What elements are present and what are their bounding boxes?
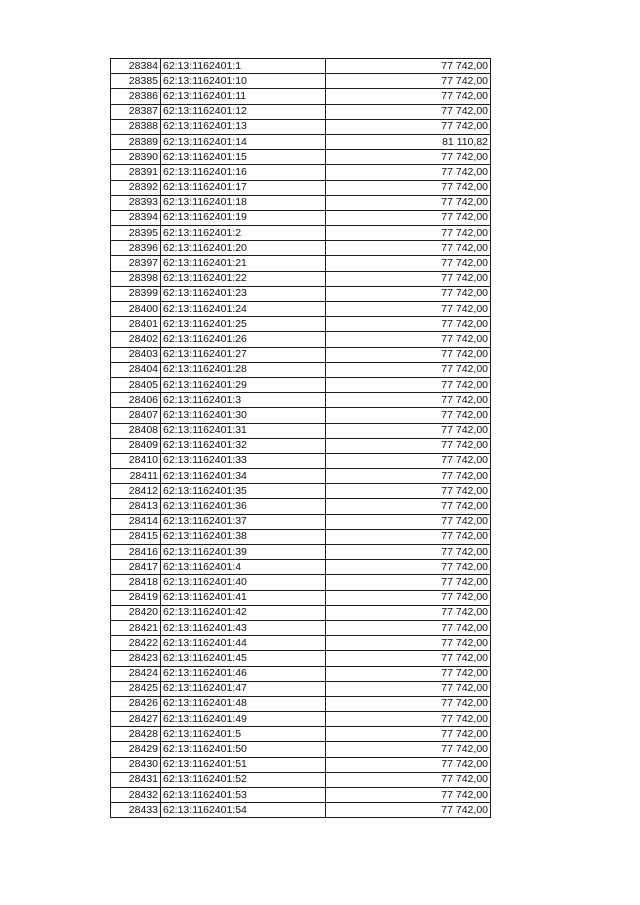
table-row (111, 150, 491, 165)
cadastral-number-cell: 62:13:1162401:43 (161, 620, 326, 635)
table-row (111, 545, 491, 560)
cadastral-number-cell: 62:13:1162401:16 (161, 165, 326, 180)
row-number-cell: 28415 (111, 529, 161, 544)
row-number-cell: 28422 (111, 636, 161, 651)
cadastral-value-cell: 77 742,00 (326, 408, 491, 423)
cadastral-number-cell: 62:13:1162401:54 (161, 803, 326, 818)
cadastral-value-cell: 77 742,00 (326, 180, 491, 195)
cadastral-number-cell: 62:13:1162401:44 (161, 636, 326, 651)
cadastral-number-cell: 62:13:1162401:15 (161, 150, 326, 165)
table-row (111, 560, 491, 575)
cadastral-value-cell: 77 742,00 (326, 362, 491, 377)
row-number-cell: 28408 (111, 423, 161, 438)
cadastral-value-cell: 77 742,00 (326, 317, 491, 332)
cadastral-number-cell: 62:13:1162401:32 (161, 438, 326, 453)
row-number-cell: 28397 (111, 256, 161, 271)
cadastral-value-cell: 77 742,00 (326, 620, 491, 635)
cadastral-value-cell: 77 742,00 (326, 347, 491, 362)
cadastral-value-cell: 77 742,00 (326, 453, 491, 468)
table-row (111, 681, 491, 696)
cadastral-number-cell: 62:13:1162401:42 (161, 605, 326, 620)
row-number-cell: 28409 (111, 438, 161, 453)
row-number-cell: 28403 (111, 347, 161, 362)
cadastral-number-cell: 62:13:1162401:47 (161, 681, 326, 696)
cadastral-number-cell: 62:13:1162401:29 (161, 377, 326, 392)
row-number-cell: 28433 (111, 803, 161, 818)
table-body (111, 59, 491, 818)
cadastral-value-cell: 77 742,00 (326, 590, 491, 605)
cadastral-value-cell: 77 742,00 (326, 271, 491, 286)
table-row (111, 423, 491, 438)
cadastral-number-cell: 62:13:1162401:37 (161, 514, 326, 529)
row-number-cell: 28425 (111, 681, 161, 696)
row-number-cell: 28428 (111, 727, 161, 742)
cadastral-number-cell: 62:13:1162401:17 (161, 180, 326, 195)
table-row (111, 286, 491, 301)
row-number-cell: 28391 (111, 165, 161, 180)
cadastral-value-cell: 77 742,00 (326, 757, 491, 772)
table-row (111, 605, 491, 620)
row-number-cell: 28431 (111, 772, 161, 787)
cadastral-number-cell: 62:13:1162401:5 (161, 727, 326, 742)
cadastral-value-cell: 77 742,00 (326, 514, 491, 529)
row-number-cell: 28390 (111, 150, 161, 165)
cadastral-value-cell: 77 742,00 (326, 150, 491, 165)
row-number-cell: 28393 (111, 195, 161, 210)
cadastral-number-cell: 62:13:1162401:22 (161, 271, 326, 286)
table-row (111, 210, 491, 225)
row-number-cell: 28412 (111, 484, 161, 499)
cadastral-number-cell: 62:13:1162401:40 (161, 575, 326, 590)
table-row (111, 256, 491, 271)
row-number-cell: 28416 (111, 545, 161, 560)
row-number-cell: 28399 (111, 286, 161, 301)
cadastral-number-cell: 62:13:1162401:26 (161, 332, 326, 347)
cadastral-number-cell: 62:13:1162401:12 (161, 104, 326, 119)
cadastral-value-cell: 77 742,00 (326, 803, 491, 818)
row-number-cell: 28385 (111, 74, 161, 89)
row-number-cell: 28396 (111, 241, 161, 256)
cadastral-value-cell: 77 742,00 (326, 575, 491, 590)
document-page (110, 58, 491, 818)
row-number-cell: 28417 (111, 560, 161, 575)
cadastral-number-cell: 62:13:1162401:27 (161, 347, 326, 362)
row-number-cell: 28430 (111, 757, 161, 772)
row-number-cell: 28432 (111, 788, 161, 803)
table-row (111, 590, 491, 605)
cadastral-value-cell: 77 742,00 (326, 469, 491, 484)
table-row (111, 727, 491, 742)
table-row (111, 165, 491, 180)
cadastral-value-cell: 77 742,00 (326, 377, 491, 392)
cadastral-value-cell: 77 742,00 (326, 651, 491, 666)
row-number-cell: 28414 (111, 514, 161, 529)
row-number-cell: 28413 (111, 499, 161, 514)
table-row (111, 408, 491, 423)
row-number-cell: 28419 (111, 590, 161, 605)
cadastral-number-cell: 62:13:1162401:28 (161, 362, 326, 377)
cadastral-number-cell: 62:13:1162401:1 (161, 59, 326, 74)
cadastral-value-cell: 77 742,00 (326, 545, 491, 560)
table-row (111, 453, 491, 468)
cadastral-number-cell: 62:13:1162401:31 (161, 423, 326, 438)
cadastral-value-cell: 77 742,00 (326, 605, 491, 620)
table-row (111, 180, 491, 195)
table-row (111, 119, 491, 134)
row-number-cell: 28407 (111, 408, 161, 423)
row-number-cell: 28423 (111, 651, 161, 666)
table-row (111, 241, 491, 256)
cadastral-value-cell: 77 742,00 (326, 226, 491, 241)
cadastral-value-cell: 77 742,00 (326, 423, 491, 438)
table-row (111, 575, 491, 590)
table-row (111, 195, 491, 210)
cadastral-value-cell: 77 742,00 (326, 119, 491, 134)
cadastral-number-cell: 62:13:1162401:2 (161, 226, 326, 241)
cadastral-number-cell: 62:13:1162401:13 (161, 119, 326, 134)
cadastral-value-cell: 77 742,00 (326, 772, 491, 787)
table-row (111, 271, 491, 286)
cadastral-number-cell: 62:13:1162401:51 (161, 757, 326, 772)
cadastral-value-cell: 77 742,00 (326, 788, 491, 803)
table-row (111, 59, 491, 74)
cadastral-value-cell: 77 742,00 (326, 529, 491, 544)
cadastral-number-cell: 62:13:1162401:48 (161, 696, 326, 711)
cadastral-value-cell: 77 742,00 (326, 393, 491, 408)
cadastral-value-cell: 77 742,00 (326, 499, 491, 514)
table-row (111, 134, 491, 149)
cadastral-number-cell: 62:13:1162401:45 (161, 651, 326, 666)
cadastral-value-cell: 77 742,00 (326, 256, 491, 271)
cadastral-number-cell: 62:13:1162401:11 (161, 89, 326, 104)
row-number-cell: 28426 (111, 696, 161, 711)
table-row (111, 74, 491, 89)
cadastral-number-cell: 62:13:1162401:30 (161, 408, 326, 423)
cadastral-number-cell: 62:13:1162401:14 (161, 134, 326, 149)
cadastral-number-cell: 62:13:1162401:33 (161, 453, 326, 468)
row-number-cell: 28395 (111, 226, 161, 241)
table-row (111, 393, 491, 408)
cadastral-number-cell: 62:13:1162401:50 (161, 742, 326, 757)
cadastral-number-cell: 62:13:1162401:46 (161, 666, 326, 681)
cadastral-value-cell: 77 742,00 (326, 666, 491, 681)
row-number-cell: 28427 (111, 712, 161, 727)
cadastral-value-cell: 77 742,00 (326, 696, 491, 711)
cadastral-number-cell: 62:13:1162401:20 (161, 241, 326, 256)
table-row (111, 104, 491, 119)
table-row (111, 469, 491, 484)
cadastral-value-cell: 77 742,00 (326, 332, 491, 347)
table-row (111, 362, 491, 377)
cadastral-number-cell: 62:13:1162401:39 (161, 545, 326, 560)
row-number-cell: 28411 (111, 469, 161, 484)
table-row (111, 788, 491, 803)
cadastral-number-cell: 62:13:1162401:49 (161, 712, 326, 727)
cadastral-number-cell: 62:13:1162401:21 (161, 256, 326, 271)
cadastral-number-cell: 62:13:1162401:53 (161, 788, 326, 803)
row-number-cell: 28402 (111, 332, 161, 347)
cadastral-number-cell: 62:13:1162401:10 (161, 74, 326, 89)
table-row (111, 226, 491, 241)
cadastral-number-cell: 62:13:1162401:25 (161, 317, 326, 332)
table-row (111, 377, 491, 392)
cadastral-value-cell: 77 742,00 (326, 210, 491, 225)
row-number-cell: 28420 (111, 605, 161, 620)
row-number-cell: 28394 (111, 210, 161, 225)
table-row (111, 499, 491, 514)
cadastral-value-table (110, 58, 491, 818)
table-row (111, 636, 491, 651)
row-number-cell: 28410 (111, 453, 161, 468)
cadastral-number-cell: 62:13:1162401:38 (161, 529, 326, 544)
row-number-cell: 28405 (111, 377, 161, 392)
cadastral-number-cell: 62:13:1162401:4 (161, 560, 326, 575)
table-row (111, 438, 491, 453)
table-row (111, 712, 491, 727)
cadastral-value-cell: 77 742,00 (326, 74, 491, 89)
table-row (111, 742, 491, 757)
row-number-cell: 28384 (111, 59, 161, 74)
table-row (111, 332, 491, 347)
table-row (111, 317, 491, 332)
table-row (111, 484, 491, 499)
table-row (111, 302, 491, 317)
row-number-cell: 28400 (111, 302, 161, 317)
row-number-cell: 28398 (111, 271, 161, 286)
cadastral-number-cell: 62:13:1162401:34 (161, 469, 326, 484)
row-number-cell: 28429 (111, 742, 161, 757)
row-number-cell: 28401 (111, 317, 161, 332)
cadastral-number-cell: 62:13:1162401:24 (161, 302, 326, 317)
row-number-cell: 28392 (111, 180, 161, 195)
cadastral-number-cell: 62:13:1162401:19 (161, 210, 326, 225)
cadastral-number-cell: 62:13:1162401:35 (161, 484, 326, 499)
cadastral-number-cell: 62:13:1162401:18 (161, 195, 326, 210)
table-row (111, 696, 491, 711)
cadastral-number-cell: 62:13:1162401:41 (161, 590, 326, 605)
cadastral-value-cell: 77 742,00 (326, 302, 491, 317)
table-row (111, 772, 491, 787)
cadastral-value-cell: 77 742,00 (326, 241, 491, 256)
row-number-cell: 28388 (111, 119, 161, 134)
row-number-cell: 28424 (111, 666, 161, 681)
row-number-cell: 28389 (111, 134, 161, 149)
cadastral-value-cell: 77 742,00 (326, 484, 491, 499)
table-row (111, 89, 491, 104)
row-number-cell: 28404 (111, 362, 161, 377)
cadastral-value-cell: 77 742,00 (326, 560, 491, 575)
row-number-cell: 28418 (111, 575, 161, 590)
cadastral-value-cell: 77 742,00 (326, 165, 491, 180)
table-row (111, 651, 491, 666)
cadastral-value-cell: 77 742,00 (326, 89, 491, 104)
cadastral-value-cell: 77 742,00 (326, 59, 491, 74)
table-row (111, 757, 491, 772)
cadastral-number-cell: 62:13:1162401:23 (161, 286, 326, 301)
cadastral-value-cell: 77 742,00 (326, 104, 491, 119)
cadastral-value-cell: 81 110,82 (326, 134, 491, 149)
table-row (111, 620, 491, 635)
cadastral-value-cell: 77 742,00 (326, 742, 491, 757)
cadastral-value-cell: 77 742,00 (326, 286, 491, 301)
cadastral-number-cell: 62:13:1162401:36 (161, 499, 326, 514)
cadastral-value-cell: 77 742,00 (326, 195, 491, 210)
table-row (111, 529, 491, 544)
cadastral-value-cell: 77 742,00 (326, 712, 491, 727)
cadastral-value-cell: 77 742,00 (326, 438, 491, 453)
cadastral-value-cell: 77 742,00 (326, 727, 491, 742)
row-number-cell: 28386 (111, 89, 161, 104)
cadastral-value-cell: 77 742,00 (326, 681, 491, 696)
table-row (111, 347, 491, 362)
table-row (111, 666, 491, 681)
row-number-cell: 28406 (111, 393, 161, 408)
table-row (111, 803, 491, 818)
cadastral-value-cell: 77 742,00 (326, 636, 491, 651)
row-number-cell: 28387 (111, 104, 161, 119)
table-row (111, 514, 491, 529)
row-number-cell: 28421 (111, 620, 161, 635)
cadastral-number-cell: 62:13:1162401:52 (161, 772, 326, 787)
cadastral-number-cell: 62:13:1162401:3 (161, 393, 326, 408)
